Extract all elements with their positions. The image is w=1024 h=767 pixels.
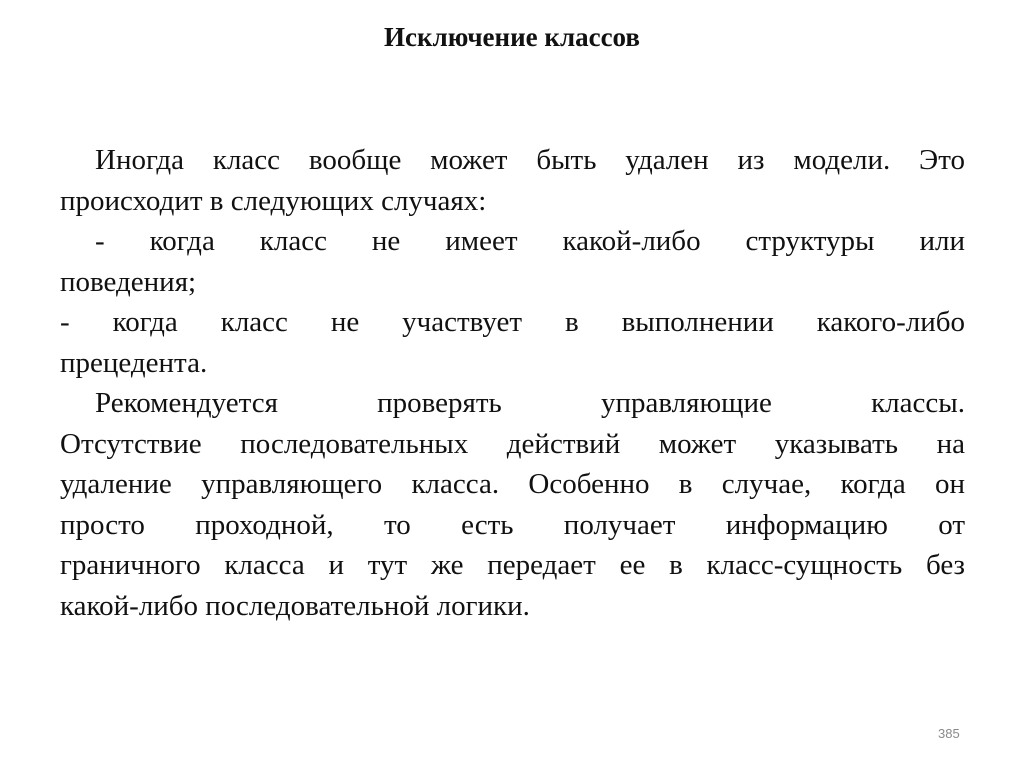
text-line: - когда класс не имеет какой-либо структуры или [95, 225, 965, 257]
text-line: - когда класс не участвует в выполнении какого-либо [60, 306, 965, 338]
slide-title: Исключение классов [384, 22, 640, 52]
text-line: граничного класса и тут же передает ее в класс-сущность без [60, 549, 965, 581]
page-number: 385 [938, 726, 960, 741]
text-line: Отсутствие последовательных действий может указывать на [60, 427, 965, 460]
text-line: какой-либо последовательной логики. [60, 589, 530, 622]
text-line: прецедента. [60, 346, 208, 379]
text-line: происходит в следующих случаях: [60, 184, 487, 217]
text-line: поведения; [60, 265, 197, 298]
text-line: удаление управляющего класса. Особенно в случае, когда он [60, 468, 965, 500]
text-line: Рекомендуется проверять управляющие классы. [95, 387, 965, 419]
text-line: просто проходной, то есть получает информацию от [60, 508, 965, 541]
slide-body [60, 140, 965, 626]
text-line: Иногда класс вообще может быть удален из модели. Это [95, 144, 965, 176]
